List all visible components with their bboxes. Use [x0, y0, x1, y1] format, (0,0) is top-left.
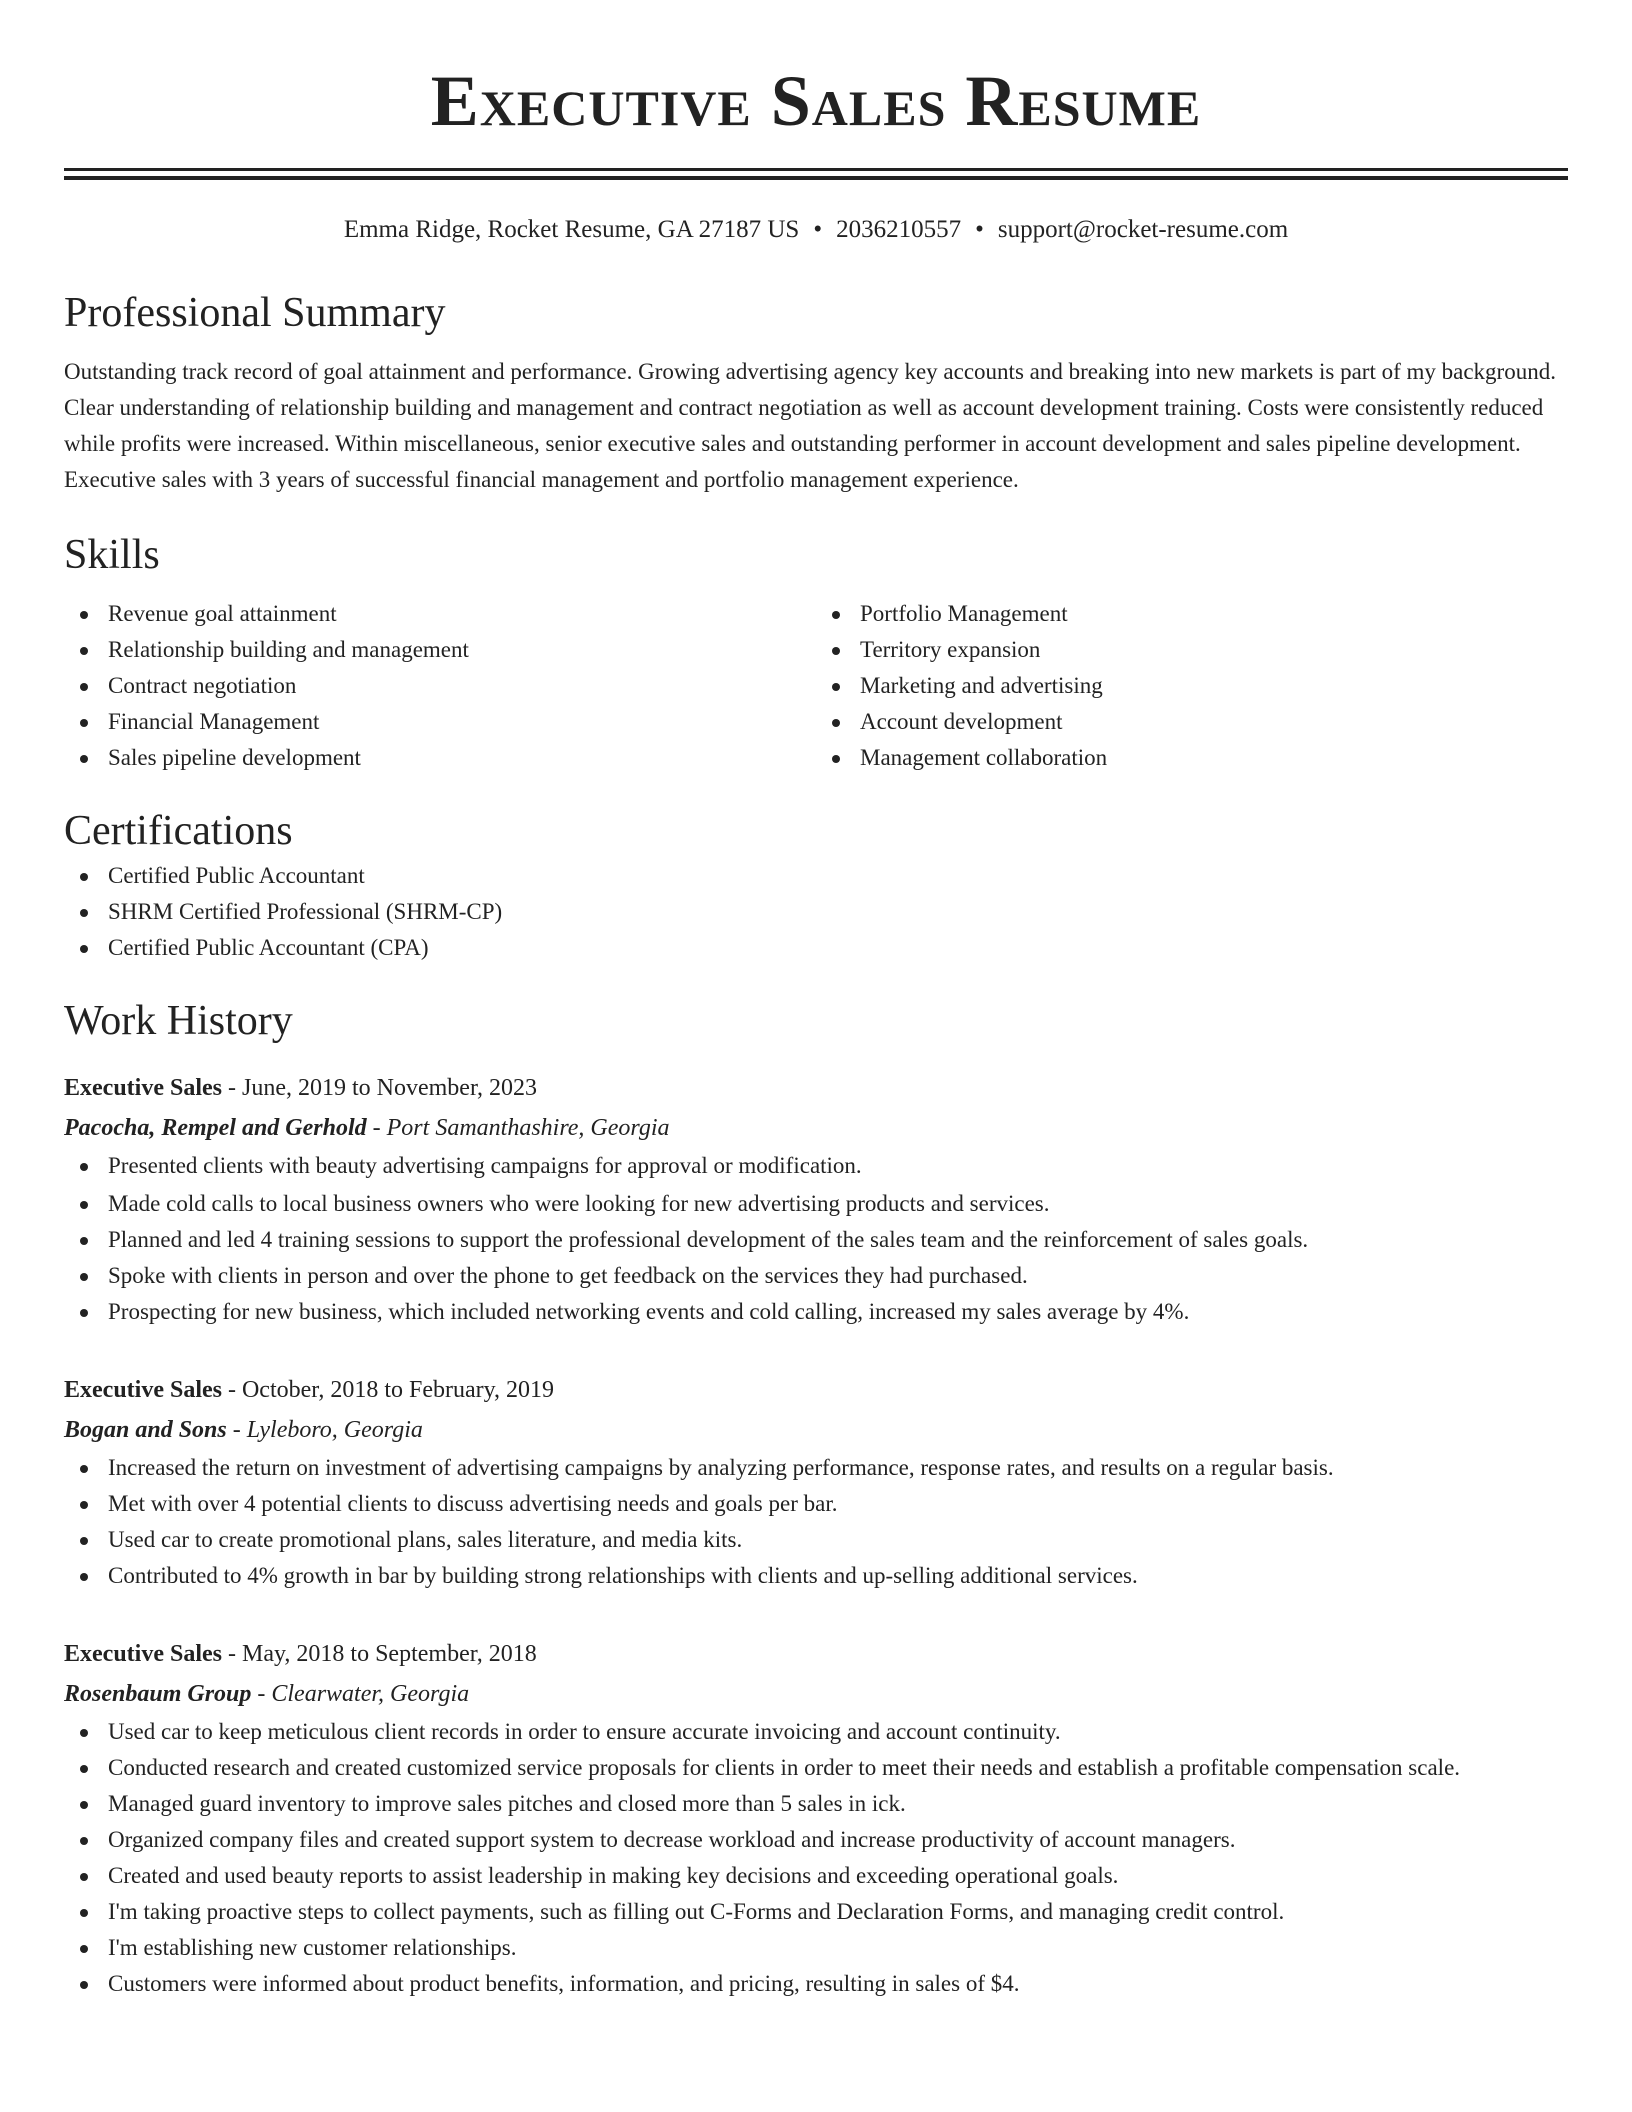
- skill-item: Territory expansion: [816, 632, 1568, 668]
- job-duty-item: Used car to keep meticulous client records in order to ensure accurate invoicing and account continuity.: [64, 1714, 1568, 1750]
- job-duty-item: Conducted research and created customized service proposals for clients in order to meet their needs and establish a profitable compensation scale.: [64, 1750, 1568, 1786]
- job-location: - Lyleboro, Georgia: [226, 1417, 423, 1443]
- contact-phone: 2036210557: [836, 216, 962, 243]
- job-header: [64, 1370, 1568, 1410]
- job-duties-list: [64, 1148, 1568, 1330]
- job-duty-item: Spoke with clients in person and over the phone to get feedback on the services they had purchased.: [64, 1258, 1568, 1294]
- skill-item: Financial Management: [64, 704, 816, 740]
- certification-item: Certified Public Accountant (CPA): [64, 930, 1568, 966]
- job-duty-item: I'm establishing new customer relationships.: [64, 1930, 1568, 1966]
- job-duty-item: Met with over 4 potential clients to discuss advertising needs and goals per bar.: [64, 1486, 1568, 1522]
- job-location: - Clearwater, Georgia: [251, 1681, 470, 1707]
- section-heading-work-history: Work History: [64, 998, 293, 1044]
- resume-title: Executive Sales Resume: [430, 61, 1202, 141]
- section-heading-certifications: Certifications: [64, 808, 293, 854]
- work-history-section: [64, 994, 1568, 2002]
- job-company: Bogan and Sons: [64, 1417, 227, 1443]
- job-company: Rosenbaum Group: [64, 1681, 252, 1707]
- job-employer: [64, 1108, 1568, 1148]
- professional-summary-section: [64, 286, 1568, 498]
- job-dates: - June, 2019 to November, 2023: [221, 1075, 537, 1101]
- skill-item: Revenue goal attainment: [64, 596, 816, 632]
- job-dates: - October, 2018 to February, 2019: [221, 1377, 555, 1403]
- job-company: Pacocha, Rempel and Gerhold: [64, 1115, 367, 1141]
- job-title: Executive Sales: [64, 1075, 222, 1101]
- job-duty-item: Created and used beauty reports to assist leadership in making key decisions and exceeding operational goals.: [64, 1858, 1568, 1894]
- section-heading-summary: Professional Summary: [64, 290, 446, 336]
- job-entry: [64, 1634, 1568, 2002]
- job-entry: [64, 1068, 1568, 1330]
- certification-item: Certified Public Accountant: [64, 858, 1568, 894]
- job-duties-list: [64, 1714, 1568, 2002]
- skill-item: Relationship building and management: [64, 632, 816, 668]
- title-divider: [64, 168, 1568, 171]
- job-dates: - May, 2018 to September, 2018: [221, 1641, 537, 1667]
- contact-separator: •: [975, 216, 984, 243]
- certification-item: SHRM Certified Professional (SHRM-CP): [64, 894, 1568, 930]
- skill-item: Marketing and advertising: [816, 668, 1568, 704]
- skill-item: Management collaboration: [816, 740, 1568, 776]
- section-heading-skills: Skills: [64, 532, 160, 578]
- job-entry: [64, 1370, 1568, 1594]
- job-duty-item: I'm taking proactive steps to collect payments, such as filling out C-Forms and Declaration Forms, and managing credit control.: [64, 1894, 1568, 1930]
- job-duty-item: Planned and led 4 training sessions to support the professional development of the sales team and the reinforcement of sales goals.: [64, 1222, 1568, 1258]
- job-duty-item: Prospecting for new business, which included networking events and cold calling, increased my sales average by 4%.: [64, 1294, 1568, 1330]
- job-duty-item: Presented clients with beauty advertising campaigns for approval or modification.: [64, 1148, 1568, 1184]
- job-duty-item: Organized company files and created support system to decrease workload and increase productivity of account managers.: [64, 1822, 1568, 1858]
- job-duty-item: Managed guard inventory to improve sales pitches and closed more than 5 sales in ick.: [64, 1786, 1568, 1822]
- skills-section: [64, 528, 1568, 776]
- title-divider-thick: [64, 176, 1568, 180]
- contact-separator: •: [813, 216, 823, 243]
- skills-column-right: [816, 596, 1568, 776]
- skill-item: Contract negotiation: [64, 668, 816, 704]
- job-title: Executive Sales: [64, 1377, 222, 1403]
- certifications-section: [64, 804, 1568, 966]
- job-duties-list: [64, 1450, 1568, 1594]
- skill-item: Sales pipeline development: [64, 740, 816, 776]
- contact-email: support@rocket-resume.com: [997, 216, 1289, 243]
- contact-address: Emma Ridge, Rocket Resume, GA 27187 US: [343, 216, 800, 243]
- job-header: [64, 1634, 1568, 1674]
- skill-item: Account development: [816, 704, 1568, 740]
- skills-grid: [64, 596, 1568, 776]
- certifications-list: [64, 858, 1568, 966]
- job-header: [64, 1068, 1568, 1108]
- job-duty-item: Used car to create promotional plans, sales literature, and media kits.: [64, 1522, 1568, 1558]
- skill-item: Portfolio Management: [816, 596, 1568, 632]
- contact-line: [64, 214, 1568, 246]
- job-location: - Port Samanthashire, Georgia: [366, 1115, 670, 1141]
- skills-column-left: [64, 596, 816, 776]
- job-employer: [64, 1674, 1568, 1714]
- job-employer: [64, 1410, 1568, 1450]
- job-duty-item: Increased the return on investment of advertising campaigns by analyzing performance, response rates, and results on a regular basis.: [64, 1450, 1568, 1486]
- job-title: Executive Sales: [64, 1641, 222, 1667]
- job-duty-item: Contributed to 4% growth in bar by building strong relationships with clients and up-selling additional services.: [64, 1558, 1568, 1594]
- summary-text: Outstanding track record of goal attainment and performance. Growing advertising agency key accounts and breaking into new markets is part of my background. Clear understanding of relationship building and management and contract negotiation as well as account development training. Costs were consistently reduced while profits were increased. Within miscellaneous, senior executive sales and outstanding performer in account development and sales pipeline development. Executive sales with 3 years of successful financial management and portfolio management experience.: [64, 359, 1556, 492]
- job-duty-item: Customers were informed about product benefits, information, and pricing, resulting in sales of $4.: [64, 1966, 1568, 2002]
- job-duty-item: Made cold calls to local business owners who were looking for new advertising products and services.: [64, 1186, 1568, 1222]
